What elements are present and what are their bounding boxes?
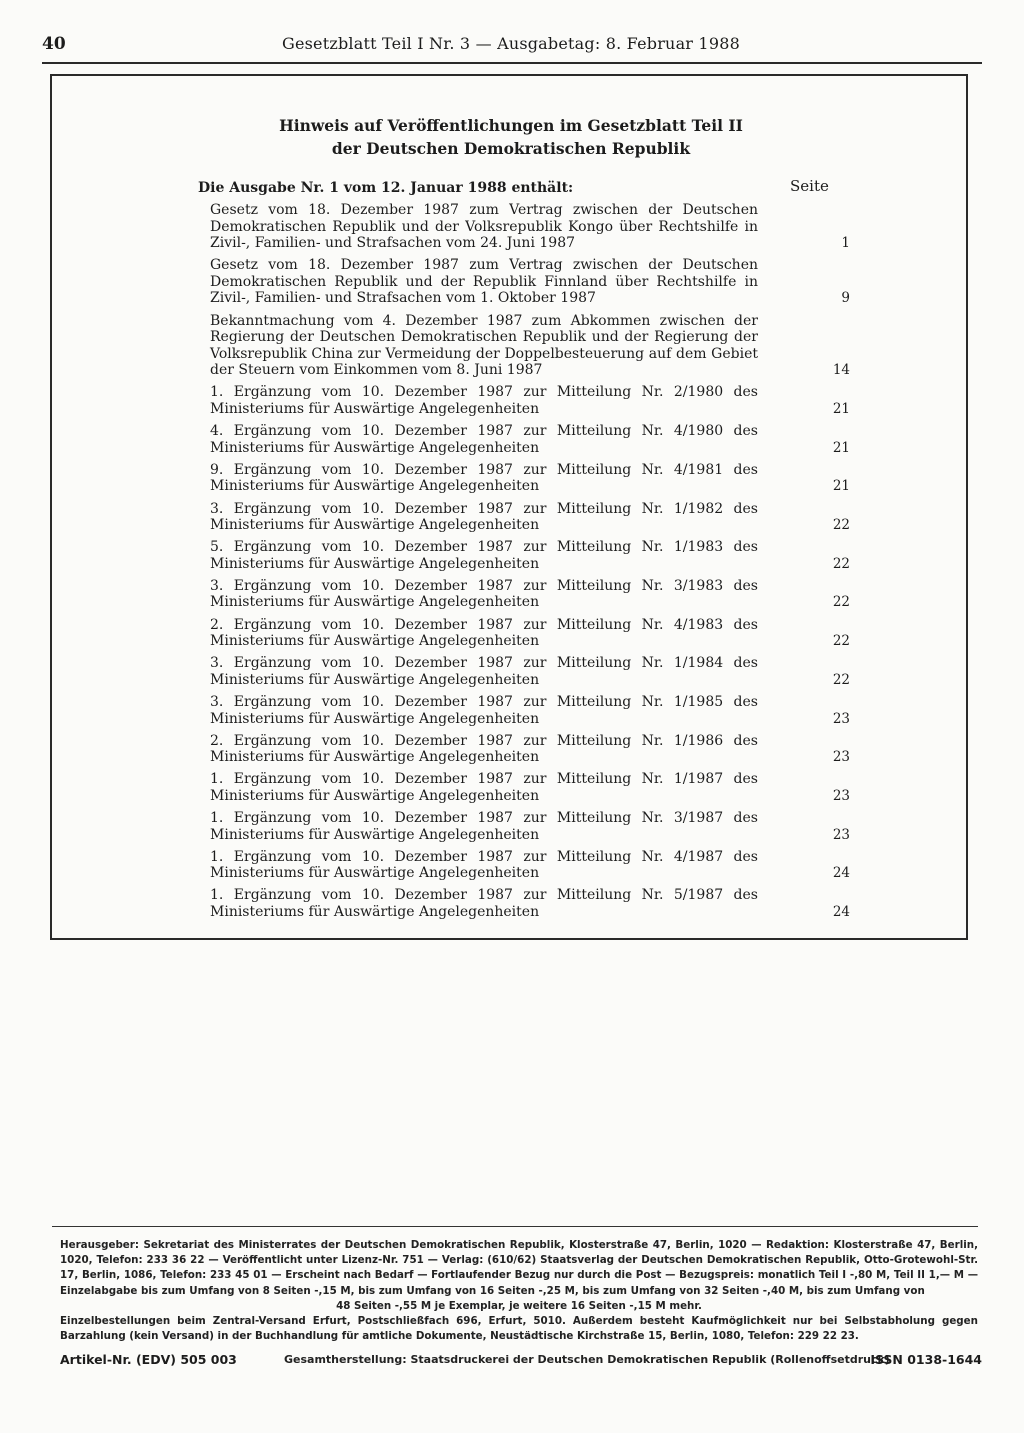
contents-entry-text: Gesetz vom 18. Dezember 1987 zum Vertrag zwischen der Deutschen Demokratischen Republik und der Volksrepublik Kongo über Rechtshilfe in Zivil-, Familien- und Strafsachen vom 24. Juni 1987 — [210, 202, 758, 252]
page-header — [42, 34, 982, 56]
article-number: Artikel-Nr. (EDV) 505 003 — [60, 1352, 237, 1367]
page-number: 40 — [42, 34, 66, 54]
contents-entry — [210, 694, 850, 727]
notice-title-line2: der Deutschen Demokratischen Republik — [331, 139, 691, 158]
contents-entry — [210, 733, 850, 766]
notice-title-line1: Hinweis auf Veröffentlichungen im Gesetzblatt Teil II — [279, 116, 743, 135]
contents-entry-text: 4. Ergänzung vom 10. Dezember 1987 zur Mitteilung Nr. 4/1980 des Ministeriums für Auswärtige Angelegenheiten — [210, 423, 758, 456]
contents-entry-text: 3. Ergänzung vom 10. Dezember 1987 zur Mitteilung Nr. 1/1982 des Ministeriums für Auswärtige Angelegenheiten — [210, 500, 758, 534]
printer-credit: Gesamtherstellung: Staatsdruckerei der Deutschen Demokratischen Republik (Rollenoffsetdruck) — [284, 1353, 890, 1366]
contents-entry-page: 21 — [832, 401, 850, 418]
contents-entry — [210, 313, 850, 379]
contents-entry-text: Gesetz vom 18. Dezember 1987 zum Vertrag zwischen der Deutschen Demokratischen Republik und der Republik Finnland über Rechtshilfe in Zivil-, Familien- und Strafsachen vom 1. Oktober 1987 — [210, 257, 758, 307]
contents-entry — [210, 501, 850, 534]
contents-entry — [210, 617, 850, 650]
contents-entry-page: 22 — [832, 555, 850, 572]
contents-entry-text: 1. Ergänzung vom 10. Dezember 1987 zur Mitteilung Nr. 5/1987 des Ministeriums für Auswärtige Angelegenheiten — [210, 887, 758, 920]
contents-entry-text: 5. Ergänzung vom 10. Dezember 1987 zur Mitteilung Nr. 1/1983 des Ministeriums für Auswärtige Angelegenheiten — [210, 539, 758, 572]
contents-entry-page: 21 — [832, 478, 850, 495]
contents-entry-text: 3. Ergänzung vom 10. Dezember 1987 zur Mitteilung Nr. 1/1985 des Ministeriums für Auswärtige Angelegenheiten — [210, 693, 758, 727]
contents-entry — [210, 539, 850, 572]
contents-entry-text: 3. Ergänzung vom 10. Dezember 1987 zur Mitteilung Nr. 3/1983 des Ministeriums für Auswärtige Angelegenheiten — [210, 577, 758, 611]
contents-entry-text: 9. Ergänzung vom 10. Dezember 1987 zur Mitteilung Nr. 4/1981 des Ministeriums für Auswärtige Angelegenheiten — [210, 461, 758, 495]
contents-entry-page: 14 — [832, 362, 850, 379]
imprint-bottom-line — [60, 1352, 982, 1370]
contents-entry-page: 22 — [832, 671, 850, 688]
contents-entry-text: 1. Ergänzung vom 10. Dezember 1987 zur Mitteilung Nr. 4/1987 des Ministeriums für Auswärtige Angelegenheiten — [210, 848, 758, 882]
contents-entry-text: 1. Ergänzung vom 10. Dezember 1987 zur Mitteilung Nr. 1/1987 des Ministeriums für Auswärtige Angelegenheiten — [210, 771, 758, 804]
contents-entry-text: Bekanntmachung vom 4. Dezember 1987 zum Abkommen zwischen der Regierung der Deutschen Demokratischen Republik und der Regierung der Volksrepublik China zur Vermeidung der Doppelbesteuerung auf dem Gebiet der Steuern vom Einkommen vom 8. Juni 1987 — [210, 312, 758, 379]
contents-entry-text: 2. Ergänzung vom 10. Dezember 1987 zur Mitteilung Nr. 4/1983 des Ministeriums für Auswärtige Angelegenheiten — [210, 616, 758, 650]
contents-entry — [210, 887, 850, 920]
contents-entry — [210, 257, 850, 307]
footer-rule — [52, 1226, 978, 1227]
contents-list — [210, 202, 850, 926]
imprint-paragraph-publisher: Herausgeber: Sekretariat des Ministerrates der Deutschen Demokratischen Republik, Klosterstraße 47, Berlin, 1020 — Redaktion: Klosterstraße 47, Berlin, 1020, Telefon: 233 36 22 — Veröffentlicht unter Lizenz-Nr. 751 — Verlag: (610/62) Staatsverlag der Deutschen Demokratischen Republik, Otto-Grotewohl-Str. 17, Berlin, 1086, Telefon: 233 45 01 — Erscheint nach Bedarf — Fortlaufender Bezug nur durch die Post — Bezugspreis: monatlich Teil I -,80 M, Teil II 1,— M — Einzelabgabe bis zum Umfang von 8 Seiten -,15 M, bis zum Umfang von 16 Seiten -,25 M, bis zum Umfang von 32 Seiten -,40 M, bis zum Umfang von — [60, 1239, 978, 1297]
running-head: Gesetzblatt Teil I Nr. 3 — Ausgabetag: 8. Februar 1988 — [282, 34, 740, 53]
contents-entry-page: 9 — [841, 290, 850, 307]
issue-line: Die Ausgabe Nr. 1 vom 12. Januar 1988 enthält: — [198, 180, 574, 196]
contents-entry — [210, 810, 850, 843]
header-rule — [42, 62, 982, 64]
contents-entry-page: 23 — [832, 787, 850, 804]
contents-entry-page: 22 — [832, 633, 850, 650]
page-column-label: Seite — [790, 177, 829, 195]
imprint-paragraph-orders: Einzelbestellungen beim Zentral-Versand Erfurt, Postschließfach 696, Erfurt, 5010. Außerdem besteht Kaufmöglichkeit nur bei Selbstabholung gegen Barzahlung (kein Versand) in der Buchhandlung für amtliche Dokumente, Neustädtische Kirchstraße 15, Berlin, 1080, Telefon: 229 22 23. — [60, 1315, 978, 1343]
contents-entry — [210, 849, 850, 882]
issn: ISSN 0138-1644 — [870, 1352, 982, 1367]
contents-entry-page: 22 — [832, 594, 850, 611]
contents-entry-text: 1. Ergänzung vom 10. Dezember 1987 zur Mitteilung Nr. 2/1980 des Ministeriums für Auswärtige Angelegenheiten — [210, 384, 758, 418]
contents-entry — [210, 578, 850, 611]
contents-entry — [210, 384, 850, 417]
contents-entry — [210, 202, 850, 252]
contents-entry-page: 24 — [832, 903, 850, 920]
contents-entry-page: 23 — [832, 710, 850, 727]
contents-entry-page: 22 — [832, 517, 850, 534]
imprint — [60, 1238, 978, 1344]
contents-entry-page: 1 — [841, 235, 850, 252]
contents-entry-text: 2. Ergänzung vom 10. Dezember 1987 zur Mitteilung Nr. 1/1986 des Ministeriums für Auswärtige Angelegenheiten — [210, 732, 758, 766]
contents-entry-page: 23 — [832, 749, 850, 766]
contents-entry-text: 3. Ergänzung vom 10. Dezember 1987 zur Mitteilung Nr. 1/1984 des Ministeriums für Auswärtige Angelegenheiten — [210, 655, 758, 688]
contents-entry-text: 1. Ergänzung vom 10. Dezember 1987 zur Mitteilung Nr. 3/1987 des Ministeriums für Auswärtige Angelegenheiten — [210, 810, 758, 843]
contents-entry-page: 24 — [832, 865, 850, 882]
imprint-paragraph-publisher-end: 48 Seiten -,55 M je Exemplar, je weitere 16 Seiten -,15 M mehr. — [336, 1299, 702, 1312]
contents-entry — [210, 655, 850, 688]
contents-entry-page: 21 — [832, 439, 850, 456]
contents-entry — [210, 771, 850, 804]
contents-entry — [210, 423, 850, 456]
contents-entry — [210, 462, 850, 495]
contents-entry-page: 23 — [832, 826, 850, 843]
